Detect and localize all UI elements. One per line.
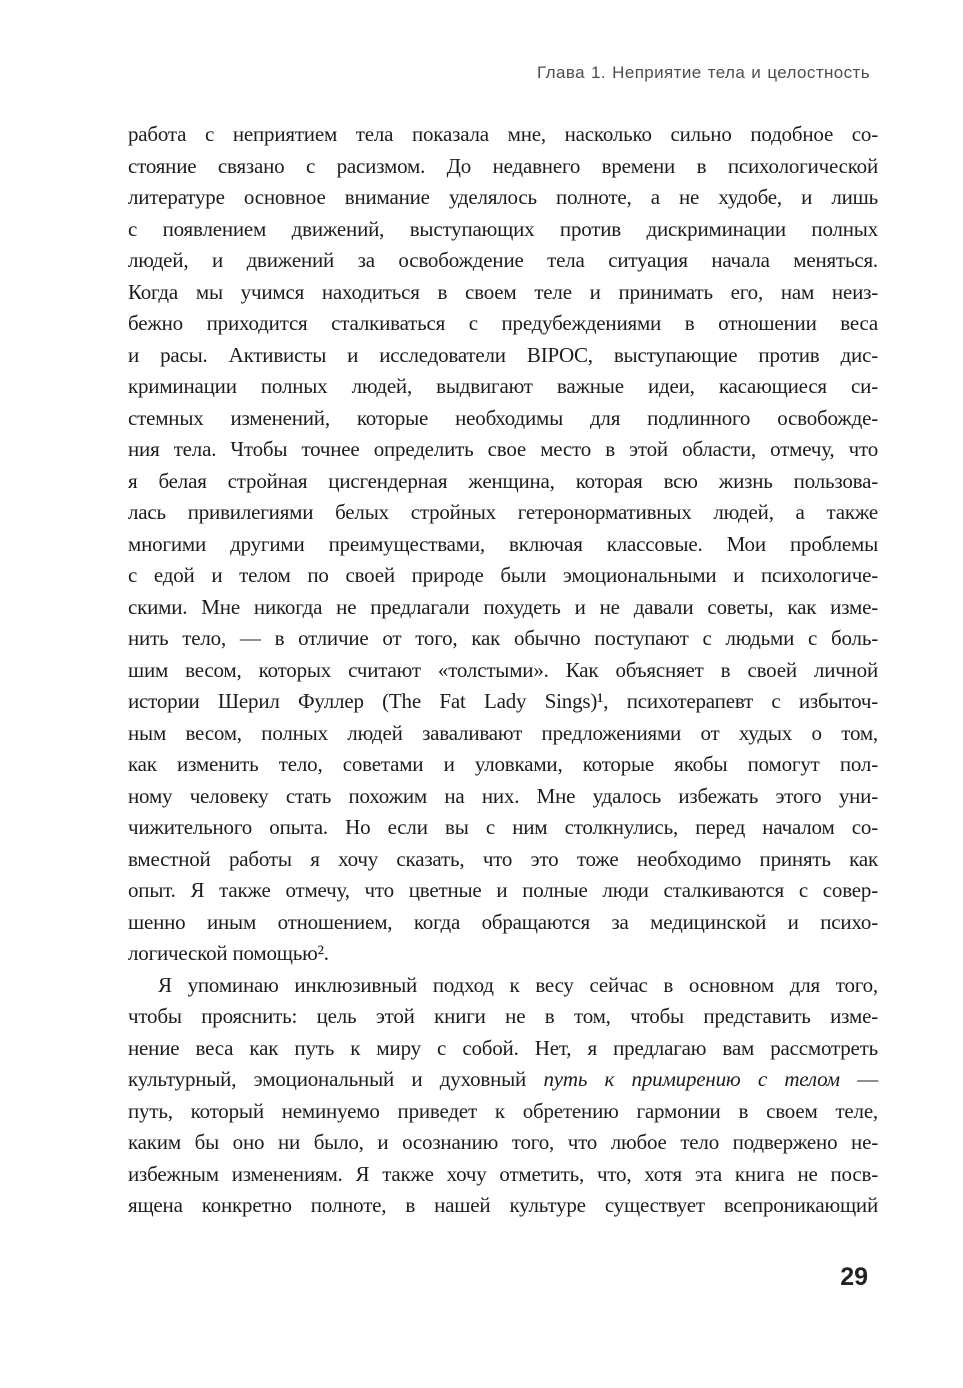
text-line: с едой и телом по своей природе были эмоциональными и психологиче- [128, 563, 878, 587]
text-line: ным весом, полных людей заваливают предложениями от худых о том, [128, 720, 878, 745]
text-line: я белая стройная цисгендерная женщина, которая всю жизнь пользова- [128, 468, 878, 493]
text-line: как изменить тело, советами и уловками, которые якобы помогут пол- [128, 752, 878, 776]
italic-phrase: путь к примирению с телом [543, 1067, 840, 1091]
running-head: Глава 1. Неприятие тела и целостность [537, 63, 870, 82]
text-line: ния тела. Чтобы точнее определить свое место в этой области, отмечу, что [128, 437, 878, 461]
text-line: работа с неприятием тела показала мне, насколько сильно подобное со- [128, 122, 878, 146]
text-line: людей, и движений за освобождение тела ситуация начала меняться. [128, 248, 878, 272]
text-line: ящена конкретно полноте, в нашей культуре существует всепроникающий [128, 1193, 878, 1217]
text-line: ному человеку стать похожим на них. Мне удалось избежать этого уни- [128, 783, 878, 808]
text-line: Когда мы учимся находиться в своем теле и принимать его, нам неиз- [128, 279, 878, 304]
text-line: чтобы прояснить: цель этой книги не в том, чтобы представить изме- [128, 1004, 878, 1028]
text-line: шенно иным отношением, когда обращаются за медицинской и психо- [128, 909, 878, 934]
text-line: избежным изменениям. Я также хочу отметить, что, хотя эта книга не посв- [128, 1161, 878, 1186]
text-line: многими другими преимуществами, включая классовые. Мои проблемы [128, 531, 878, 556]
text-line: и расы. Активисты и исследователи BIPOC, выступающие против дис- [128, 342, 878, 367]
text-line: с появлением движений, выступающих против дискриминации полных [128, 216, 878, 241]
text-line: Я упоминаю инклюзивный подход к весу сейчас в основном для того, [158, 972, 878, 997]
text-line: бежно приходится сталкиваться с предубеждениями в отношении веса [128, 311, 878, 335]
text-line: литературе основное внимание уделялось полноте, а не худобе, и лишь [128, 185, 878, 209]
text-line: чижительного опыта. Но если вы с ним столкнулись, перед началом со- [128, 815, 878, 839]
text-line: опыт. Я также отмечу, что цветные и полные люди сталкиваются с совер- [128, 878, 878, 902]
text-segment: культурный, эмоциональный и духовный [128, 1067, 544, 1091]
body-text [128, 119, 878, 1222]
text-line: истории Шерил Фуллер (The Fat Lady Sings)¹, психотерапевт с избыточ- [128, 689, 878, 713]
text-line: нение веса как путь к миру с собой. Нет, я предлагаю вам рассмотреть [128, 1035, 878, 1060]
text-line: нить тело, — в отличие от того, как обычно поступают с людьми с боль- [128, 626, 878, 650]
text-line: логической помощью². [128, 941, 329, 965]
text-line: стояние связано с расизмом. До недавнего времени в психологической [128, 153, 878, 178]
text-line: лась привилегиями белых стройных гетеронормативных людей, а также [128, 500, 878, 524]
paragraph [128, 970, 878, 1222]
text-line: вместной работы я хочу сказать, что это тоже необходимо принять как [128, 846, 878, 871]
page-number: 29 [840, 1263, 868, 1291]
text-line: стемных изменений, которые необходимы для подлинного освобожде- [128, 405, 878, 430]
text-line: криминации полных людей, выдвигают важные идеи, касающиеся си- [128, 374, 878, 398]
text-line: путь, который неминуемо приведет к обретению гармонии в своем теле, [128, 1098, 878, 1123]
text-line [128, 1064, 878, 1096]
text-line: скими. Мне никогда не предлагали похудеть и не давали советы, как изме- [128, 594, 878, 619]
paragraph [128, 119, 878, 970]
text-segment: — [839, 1067, 878, 1091]
text-line: шим весом, которых считают «толстыми». Как объясняет в своей личной [128, 657, 878, 682]
text-line: каким бы оно ни было, и осознанию того, что любое тело подвержено не- [128, 1130, 878, 1154]
